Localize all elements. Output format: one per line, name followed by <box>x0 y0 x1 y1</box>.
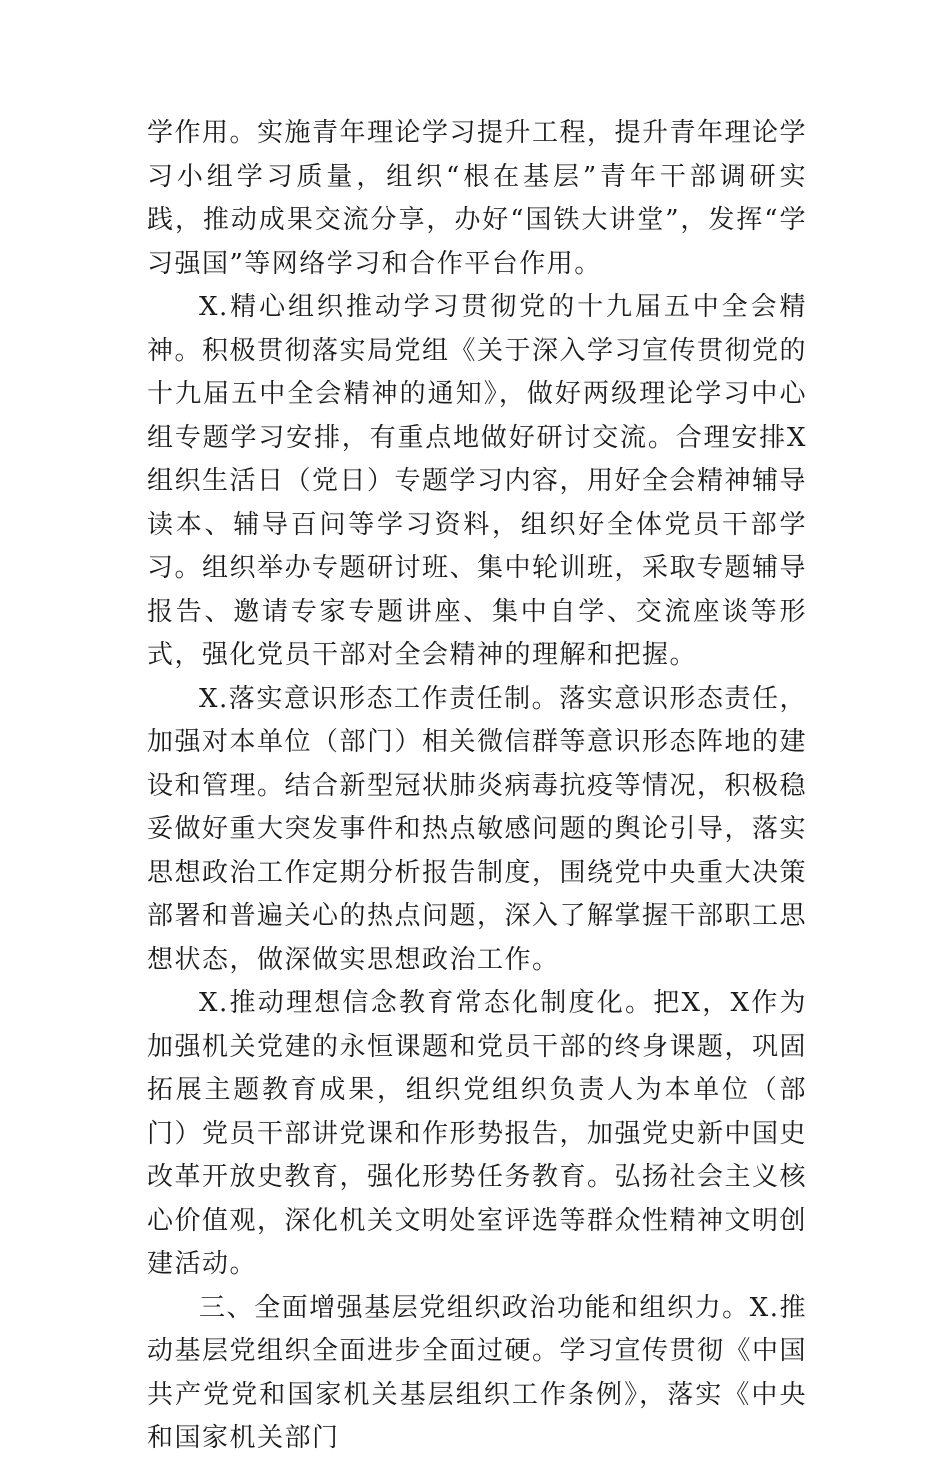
paragraph-section-three: 三、全面增强基层党组织政治功能和组织力。X.推动基层党组织全面进步全面过硬。学习宣传贯彻《中国共产党党和国家机关基层组织工作条例》，落实《中央和国家机关部门 <box>147 1292 808 1453</box>
paragraph-ideology-responsibility: X.落实意识形态工作责任制。落实意识形态责任，加强对本单位（部门）相关微信群等意识形态阵地的建设和管理。结合新型冠状肺炎病毒抗疫等情况，积极稳妥做好重大突发事件和热点敏感问题的舆论引导，落实思想政治工作定期分析报告制度，围绕党中央重大决策部署和普遍关心的热点问题，深入了解掌握干部职工思想状态，做深做实思想政治工作。 <box>147 683 808 975</box>
paragraph-ideals-education: X.推动理想信念教育常态化制度化。把X，X作为加强机关党建的永恒课题和党员干部的终身课题，巩固拓展主题教育成果，组织党组织负责人为本单位（部门）党员干部讲党课和作形势报告，加强党史新中国史改革开放史教育，强化形势任务教育。弘扬社会主义核心价值观，深化机关文明处室评选等群众性精神文明创建活动。 <box>147 988 808 1279</box>
paragraph-study-plenary-spirit: X.精心组织推动学习贯彻党的十九届五中全会精神。积极贯彻落实局党组《关于深入学习宣传贯彻党的十九届五中全会精神的通知》，做好两级理论学习中心组专题学习安排，有重点地做好研讨交流。合理安排X组织生活日（党日）专题学习内容，用好全会精神辅导读本、辅导百问等学习资料，组织好全体党员干部学习。组织举办专题研讨班、集中轮训班，采取专题辅导报告、邀请专家专题讲座、集中自学、交流座谈等形式，强化党员干部对全会精神的理解和把握。 <box>147 292 808 670</box>
paragraph-continuation: 学作用。实施青年理论学习提升工程，提升青年理论学习小组学习质量，组织“根在基层”青年干部调研实践，推动成果交流分享，办好“国铁大讲堂”，发挥“学习强国”等网络学习和合作平台作用。 <box>147 118 808 279</box>
document-body <box>147 112 807 1461</box>
